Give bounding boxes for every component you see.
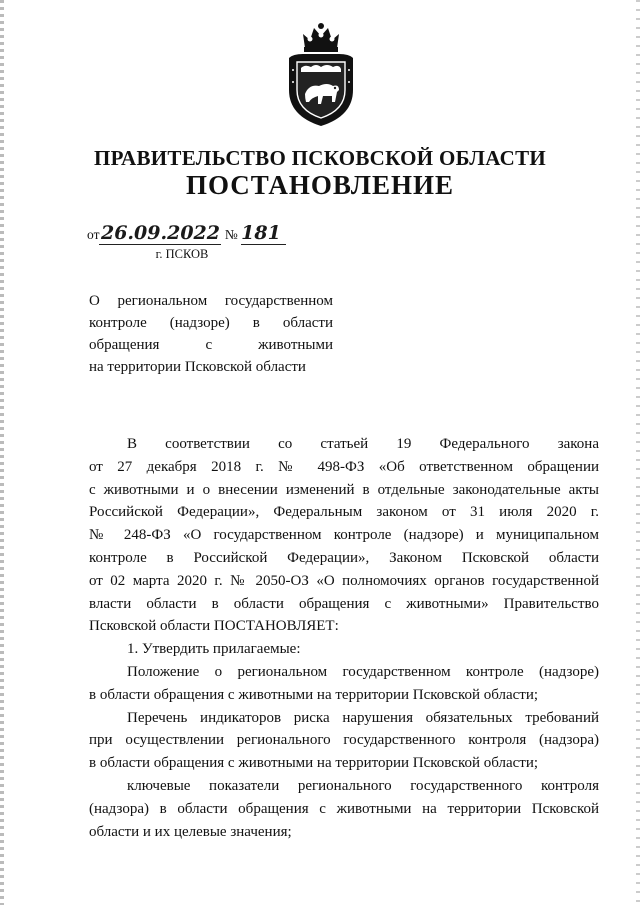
body-line: № 248-ФЗ «О государственном контроле (надзоре) и муниципальном (89, 527, 599, 544)
annex-1-line: в области обращения с животными на территории Псковской области; (89, 686, 539, 703)
subject-line: контроле (надзоре) в области (89, 315, 333, 331)
subject-block (89, 290, 333, 378)
body-line: Псковской области ПОСТАНОВЛЯЕТ: (89, 618, 339, 635)
pskov-coat-of-arms-icon (283, 20, 359, 128)
body-line: от 27 декабря 2018 г. № 498-ФЗ «Об ответственном обращении (89, 458, 599, 475)
date-number-line (87, 222, 286, 245)
annex-2-line: при осуществлении регионального государственного контроля (надзора) (89, 732, 599, 749)
body-line: с животными и о внесении изменений в отдельные законодательные акты (89, 481, 599, 498)
annex-2-line: в области обращения с животными на территории Псковской области; (89, 755, 539, 772)
annex-3-line: области и их целевые значения; (89, 823, 292, 840)
annex-3-line: (надзора) в области обращения с животными на территории Псковской (89, 800, 599, 817)
handwritten-number: 181 (241, 222, 286, 245)
handwritten-date: 26.09.2022 (100, 222, 220, 244)
document-body (89, 433, 599, 843)
authority-title: ПРАВИТЕЛЬСТВО ПСКОВСКОЙ ОБЛАСТИ (93, 146, 547, 170)
scan-edge-right (636, 0, 640, 905)
body-line: власти области в области обращения с животными» Правительство (89, 595, 599, 612)
annex-2-line: Перечень индикаторов риска нарушения обязательных требований (127, 709, 599, 726)
subject-line: О региональном государственном (89, 293, 333, 309)
body-line: В соответствии со статьей 19 Федерального закона (127, 436, 599, 452)
subject-line: на территории Псковской области (89, 359, 306, 375)
annex-1-line: Положение о региональном государственном контроле (надзоре) (127, 663, 599, 680)
date-prefix: от (87, 227, 100, 242)
number-prefix: № (224, 227, 238, 242)
body-line: контроле в Российской Федерации», Законом Псковской области (89, 549, 599, 566)
document-type-title: ПОСТАНОВЛЕНИЕ (185, 170, 455, 200)
item-1-line: 1. Утвердить прилагаемые: (127, 641, 301, 658)
place-of-issue: г. ПСКОВ (155, 247, 209, 261)
body-line: Российской Федерации», Федеральным законом от 31 июля 2020 г. (89, 504, 599, 521)
annex-3-line: ключевые показатели регионального государственного контроля (127, 777, 599, 794)
scan-edge-left (0, 0, 4, 905)
subject-line: обращения с животными (89, 337, 333, 353)
body-line: от 02 марта 2020 г. № 2050-ОЗ «О полномочиях органов государственной (89, 572, 599, 589)
